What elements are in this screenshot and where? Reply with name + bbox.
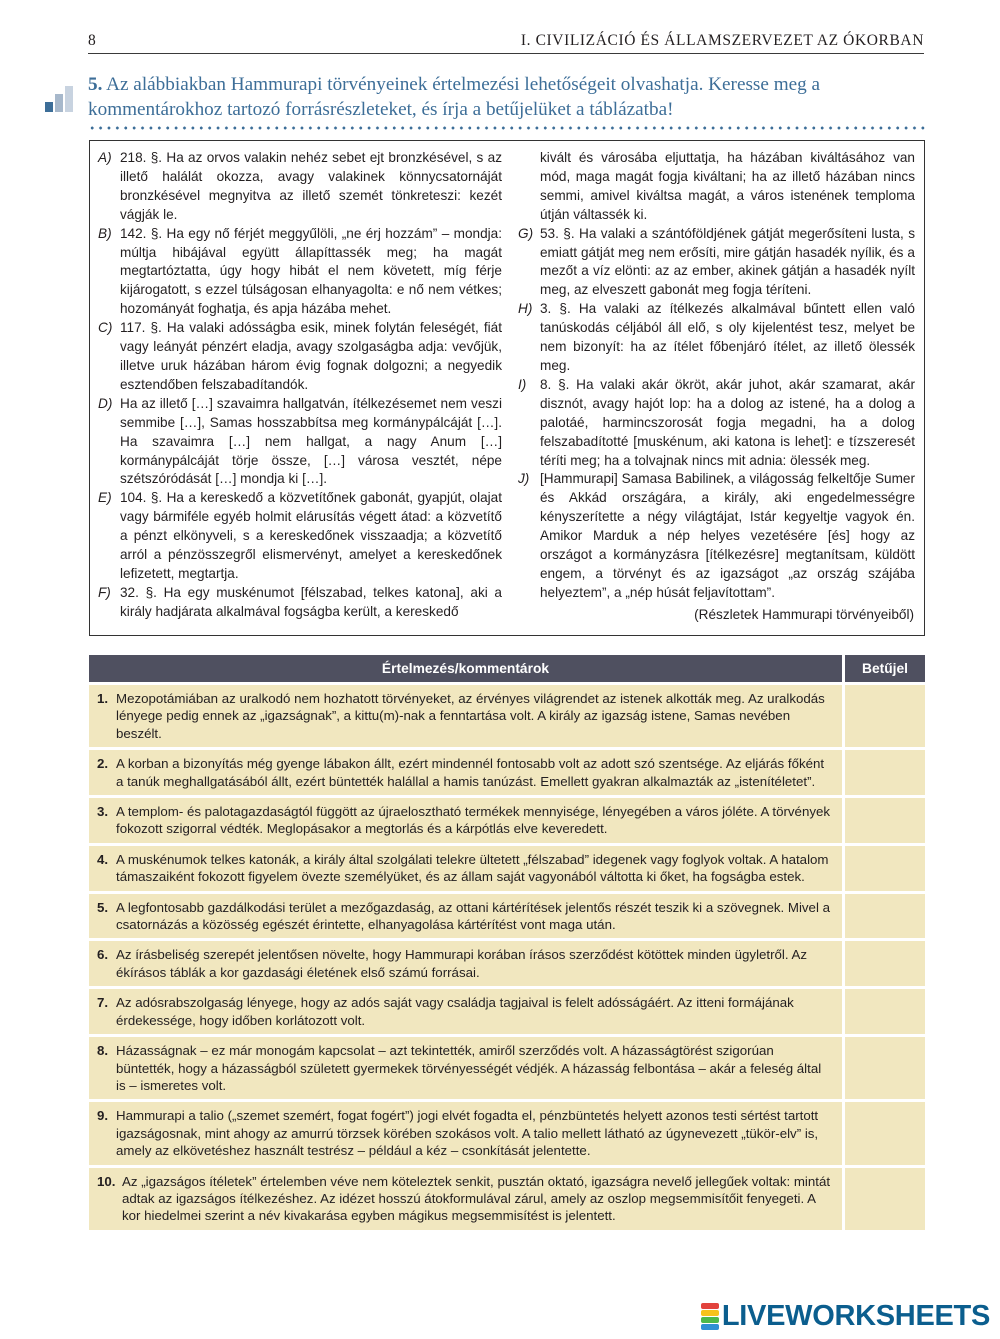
row-number: 9. xyxy=(97,1108,109,1124)
row-number: 4. xyxy=(97,851,109,867)
commentary-cell xyxy=(89,941,842,986)
commentary-text: Mezopotámiában az uralkodó nem hozhatott törvényeket, az érvényes világrendet az istenek alkották meg. Az uralkodás lényege pedig ennek az „igazságnak”, a kittu(m)-nak a fenntartása volt. A király az igazság istene, Samas nevében beszélt. xyxy=(116,691,825,741)
header-letter: Betűjel xyxy=(845,655,925,682)
table-row xyxy=(89,685,925,747)
task-bar-icon xyxy=(45,80,77,116)
source-text: 8. §. Ha valaki akár ökröt, akár juhot, akár szamarat, akár disznót, avagy hajót lop: ha a dolog az istené, ha a dolog a palotáé, harmincszorosát fogja megadni, ha a dolog felszabadítotté [muskénum, aki katona is lehet]: e tízszeresét téríti meg; ha a tolvajnak nincs mit adnia: ölessék meg. xyxy=(540,376,915,468)
answer-letter-cell[interactable] xyxy=(845,989,925,1034)
source-attribution: (Részletek Hammurapi törvényeiből) xyxy=(694,607,914,622)
commentary-text: A korban a bizonyítás még gyenge lábakon állt, ezért mindennél fontosabb volt az adott szó szentsége. Az eljárás főként a tanúk meghallgatásából állt, ezért büntették halállal a hamis tanúzást. Emellett gyakran alkalmazták az „istenítéletet”. xyxy=(116,756,825,789)
source-letter: H) xyxy=(518,301,533,317)
commentary-cell xyxy=(89,1037,842,1099)
commentary-text: Az írásbeliség szerepét jelentősen növelte, hogy Hammurapi korában írásos szerződést kötöttek minden ügyletről. Az ékírásos táblák a kor gazdasági életének első számú forrásai. xyxy=(116,947,808,980)
answer-letter-cell[interactable] xyxy=(845,685,925,747)
source-column-left xyxy=(98,149,502,622)
source-text: 32. §. Ha egy muskénumot [félszabad, telkes katona], aki a király hadjárata alkalmával fogságba került, a kereskedő xyxy=(120,584,502,619)
row-number: 2. xyxy=(97,756,109,772)
task-instruction xyxy=(88,72,928,122)
source-item xyxy=(98,395,502,490)
table-row xyxy=(89,1168,925,1230)
source-item xyxy=(518,300,915,376)
page-number: 8 xyxy=(88,32,96,49)
source-letter: C) xyxy=(98,320,113,336)
commentary-text: Hammurapi a talio („szemet szemért, fogat fogért”) jogi elvét fogadta el, pénzbüntetés helyett azonos testi sértést tartott igazságosnak, mint ahogy az amurrú törzsek körében szokásos volt. A talio mellett látható az úgynevezett „tükör-elv” is, amely az elkövetéshez használt testrész – például a kéz – csonkítását jelentette. xyxy=(116,1108,819,1159)
source-item xyxy=(518,225,915,301)
table-row xyxy=(89,1102,925,1164)
answer-letter-cell[interactable] xyxy=(845,750,925,795)
commentary-cell xyxy=(89,750,842,795)
running-head xyxy=(88,32,924,54)
task-instruction-text: Az alábbiakban Hammurapi törvényeinek értelmezési lehetőségeit olvashatja. Keresse meg a kommentárokhoz tartozó forrásrészleteket, és írja a betűjelüket a táblázatba! xyxy=(88,74,821,120)
commentary-text: Házasságnak – ez már monogám kapcsolat – azt tekintették, amiről szerződés volt. A házasságtörést szigorúan büntették, hogy a házasságból született gyermekek törvényességét védjék. A házasság felbontása – akár a feleség által is – ismeretes volt. xyxy=(116,1043,822,1093)
source-letter: D) xyxy=(98,395,113,411)
commentary-cell xyxy=(89,989,842,1034)
header-commentary: Értelmezés/kommentárok xyxy=(89,655,842,682)
row-number: 1. xyxy=(97,691,109,706)
commentary-table xyxy=(89,655,925,1230)
commentary-cell xyxy=(89,894,842,939)
commentary-cell xyxy=(89,846,842,891)
commentary-cell xyxy=(89,685,842,747)
row-number: 7. xyxy=(97,995,109,1011)
chapter-title: I. CIVILIZÁCIÓ ÉS ÁLLAMSZERVEZET AZ ÓKORBAN xyxy=(520,32,924,49)
answer-letter-cell[interactable] xyxy=(845,1037,925,1099)
row-number: 3. xyxy=(97,804,109,820)
source-column-right xyxy=(518,149,915,603)
source-item xyxy=(98,489,502,584)
row-number: 6. xyxy=(97,947,109,963)
watermark-text: LIVEWORKSHEETS xyxy=(721,1299,990,1332)
commentary-text: A muskénumok telkes katonák, a király által szolgálati telekre ültetett „félszabad” idegenek vagy foglyok voltak. A hatalom támaszaiként fokozott figyelem övezte személyüket, és az állam saját vagyonából váltotta ki őket, ha fogságba estek. xyxy=(116,851,829,885)
source-text: 218. §. Ha az orvos valakin nehéz sebet ejt bronzkésével, s az illető halálát okozza, avagy valakinek könnycsatornáját bronzkésével megnyitva az illető szemét tönkreteszi: kezét vágják le. xyxy=(120,150,502,222)
table-row xyxy=(89,989,925,1034)
answer-letter-cell[interactable] xyxy=(845,894,925,939)
source-item xyxy=(518,376,915,471)
source-letter: F) xyxy=(98,584,111,600)
source-item xyxy=(518,470,915,602)
table-row xyxy=(89,846,925,891)
source-letter: A) xyxy=(98,150,112,165)
source-item xyxy=(98,225,502,320)
source-text: 104. §. Ha a kereskedő a közvetítőnek gabonát, gyapjút, olajat vagy bármiféle egyéb holmit elárusítás végett átad: a közvetítő a pénzt elkönyveli, s a kereskedőnek visszaadja; a közvetítő arról a pénzösszegről elismervényt, amelyet a kereskedőnek lefizetett, megtartja. xyxy=(120,490,502,581)
liveworksheets-logo-icon xyxy=(701,1302,719,1330)
commentary-cell xyxy=(89,1102,842,1164)
table-row xyxy=(89,750,925,795)
row-number: 5. xyxy=(97,899,109,915)
answer-letter-cell[interactable] xyxy=(845,846,925,891)
source-letter: J) xyxy=(518,471,530,487)
commentary-cell xyxy=(89,1168,842,1230)
answer-letter-cell[interactable] xyxy=(845,1168,925,1230)
table-body xyxy=(89,685,925,1230)
source-item xyxy=(98,584,502,622)
dotted-separator xyxy=(88,126,926,130)
task-number: 5. xyxy=(88,74,103,95)
commentary-text: Az adósrabszolgaság lényege, hogy az adós saját vagy családja tagjaival is felelt adósságáért. Az itteni formájának érdekessége, hogy időben korlátozott volt. xyxy=(116,995,794,1028)
source-text: 117. §. Ha valaki adósságba esik, minek folytán feleségét, fiát vagy leányát pénzért eladja, avagy szolgaságba adja: vevőjük, illetve uruk házában három évig fognak dolgozni; a negyedik esztendőben felszabadítandók. xyxy=(120,320,502,392)
row-number: 8. xyxy=(97,1043,109,1059)
commentary-text: A legfontosabb gazdálkodási terület a mezőgazdaság, az ottani kártérítések jelentős részét teszik ki a szövegnek. Mivel a csatornázás a közösség egészét érintette, elhanyagolása kártérítést vont maga után. xyxy=(116,899,830,933)
source-text: [Hammurapi] Samasa Babilinek, a világosság felkeltője Sumer és Akkád országára, a király, aki engedelmességre kényszerítette a négy világtájat, Istár kegyeltje vagyok én. Amikor Marduk a nép helyes vezetésére [és] hogy az országot a kormányzásra [ítélkezésre] megtanítsam, küldött engem, a törvényt és az igazságot „az ország szájába helyeztem”, a „nép húsát feljavítottam”. xyxy=(540,471,915,600)
source-item xyxy=(98,149,502,225)
source-text: Ha az illető […] szavaimra hallgatván, ítélkezésemet nem veszi semmibe […], Samas hosszabbítsa meg kormánypálcáját […]. Ha szavaimra […] nem hallgat, a nagy Anum […] kormánypálcáját törje össze, […] városa vesztét, népe szétszóródását […] mondja ki […]. xyxy=(120,395,502,487)
table-row xyxy=(89,941,925,986)
source-letter: G) xyxy=(518,225,534,241)
answer-letter-cell[interactable] xyxy=(845,798,925,843)
source-text: 53. §. Ha valaki a szántóföldjének gátját megerősíteni lusta, s emiatt gátját meg nem erősíti, mire gátján hasadék nyílik, és a mezőt a víz elönti: az az ember, akinek gátján a hasadék nyílt meg, az elveszett gabonát meg fogja téríteni. xyxy=(540,225,915,298)
answer-letter-cell[interactable] xyxy=(845,1102,925,1164)
commentary-cell xyxy=(89,798,842,843)
commentary-text: Az „igazságos ítéletek” értelemben véve nem köteleztek senkit, pusztán oktató, igazságra nevelő jellegűek voltak: mintát adtak az igazságos ítélkezéshez. Az idézet hosszú átokformulával zárul, amely az oszlop megsemmisítőit fenyegeti. A kor hiedelmei szerint a név kivakarása egyben mágikus megsemmisítést is jelentett. xyxy=(122,1173,831,1224)
source-item xyxy=(98,319,502,395)
liveworksheets-watermark xyxy=(701,1301,990,1331)
commentary-text: A templom- és palotagazdaságtól függött az újraelosztható termékek mennyisége, lényegében a város jóléte. A törvények fokozott szigorral védték. Meglopásakor a megtorlás és a kárpótlás elve keveredett. xyxy=(116,804,831,837)
source-text: 142. §. Ha egy nő férjét meggyűlöli, „ne érj hozzám” – mondja: múltja hibájával együtt állapíttassék meg; ha magát megtartóztatta, úgy hogy hibát el nem követett, míg férje kijárogatott, s ezzel túlságosan elhanyagolta: e nő nem vétkes; hozományát foghatja, és apja házába mehet. xyxy=(120,225,502,317)
answer-letter-cell[interactable] xyxy=(845,941,925,986)
source-text: 3. §. Ha valaki az ítélkezés alkalmával bűntett ellen való tanúskodás céljából áll elő, s oly kijelentést tesz, melyet be nem bizonyít: ha az ítélet főbenjáró ítélet, az illető ölessék meg. xyxy=(540,301,915,373)
table-row xyxy=(89,1037,925,1099)
table-header xyxy=(89,655,925,682)
source-letter: B) xyxy=(98,225,112,241)
source-text-continued: kivált és városába eljuttatja, ha házában kiváltásához van mód, maga magát fogja kiváltani; ha az illető házában nincs semmi, amivel kiváltsa magát, a város istenének temploma útján váltassék ki. xyxy=(540,150,915,222)
source-letter: I) xyxy=(518,376,527,392)
table-row xyxy=(89,894,925,939)
source-letter: E) xyxy=(98,490,112,506)
row-number: 10. xyxy=(97,1173,116,1189)
table-row xyxy=(89,798,925,843)
